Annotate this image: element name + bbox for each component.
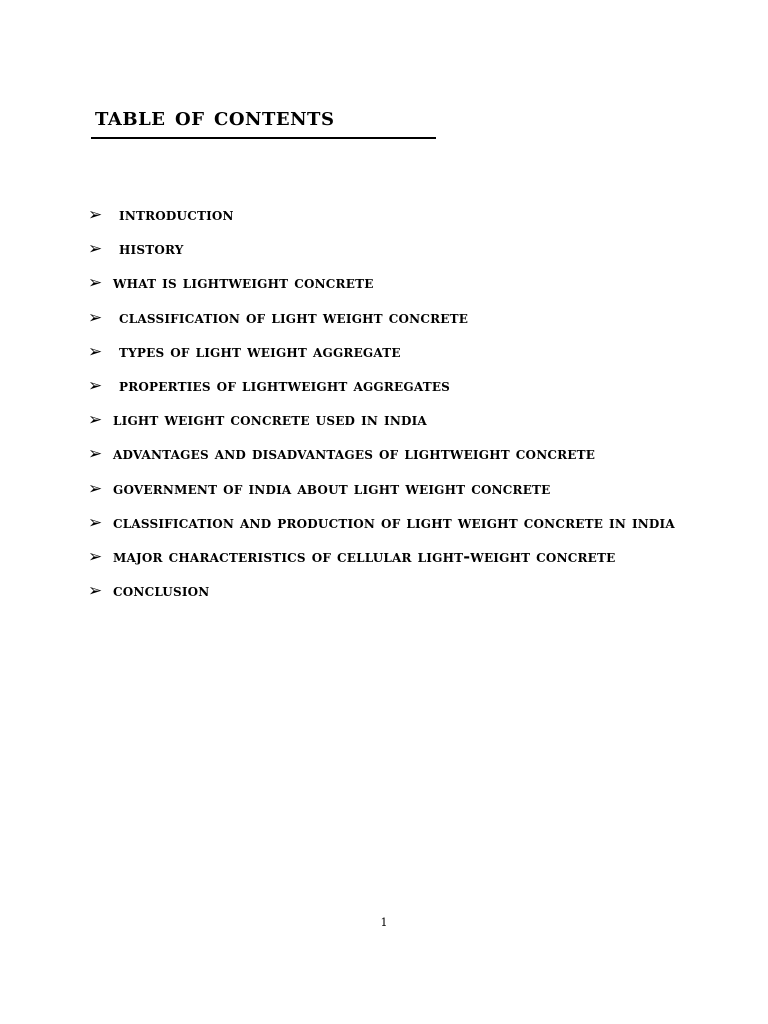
toc-item-label: classification and production of light weight concrete in india <box>113 512 675 532</box>
arrow-bullet-icon: ➢ <box>88 273 103 294</box>
toc-item <box>88 574 748 608</box>
toc-item-label: light weight concrete used in india <box>113 410 427 430</box>
toc-item-label: what is lightweight concrete <box>113 273 374 293</box>
toc-item <box>88 437 748 471</box>
toc-item-label: major characteristics of cellular light-weight concrete <box>113 547 616 567</box>
toc-item <box>88 369 748 403</box>
toc-item <box>88 198 748 232</box>
arrow-bullet-icon: ➢ <box>88 341 103 362</box>
toc-item-label: introduction <box>119 205 234 224</box>
toc-item-label: government of india about light weight concrete <box>113 478 551 498</box>
arrow-bullet-icon: ➢ <box>88 512 103 533</box>
toc-item <box>88 472 748 506</box>
toc-item-label: types of light weight aggregate <box>119 341 401 361</box>
arrow-bullet-icon: ➢ <box>88 307 103 328</box>
toc-item-label: classification of light weight concrete <box>119 307 469 327</box>
toc-item <box>88 506 748 540</box>
table-of-contents-list <box>88 198 748 608</box>
arrow-bullet-icon: ➢ <box>88 205 103 225</box>
page-title: table of contents <box>91 97 436 139</box>
arrow-bullet-icon: ➢ <box>88 478 103 499</box>
arrow-bullet-icon: ➢ <box>88 376 103 397</box>
toc-item <box>88 335 748 369</box>
arrow-bullet-icon: ➢ <box>88 581 103 602</box>
toc-item <box>88 266 748 300</box>
toc-item-label: advantages and disadvantages of lightweight concrete <box>113 444 596 464</box>
arrow-bullet-icon: ➢ <box>88 239 103 260</box>
toc-item <box>88 301 748 335</box>
arrow-bullet-icon: ➢ <box>88 410 103 431</box>
arrow-bullet-icon: ➢ <box>88 444 103 465</box>
toc-item <box>88 540 748 574</box>
toc-item-label: properties of lightweight aggregates <box>119 376 451 396</box>
toc-item-label: conclusion <box>113 581 210 601</box>
toc-item <box>88 403 748 437</box>
arrow-bullet-icon: ➢ <box>88 547 103 568</box>
toc-item-label: history <box>119 239 184 259</box>
page-number: 1 <box>380 916 388 929</box>
toc-item <box>88 232 748 266</box>
